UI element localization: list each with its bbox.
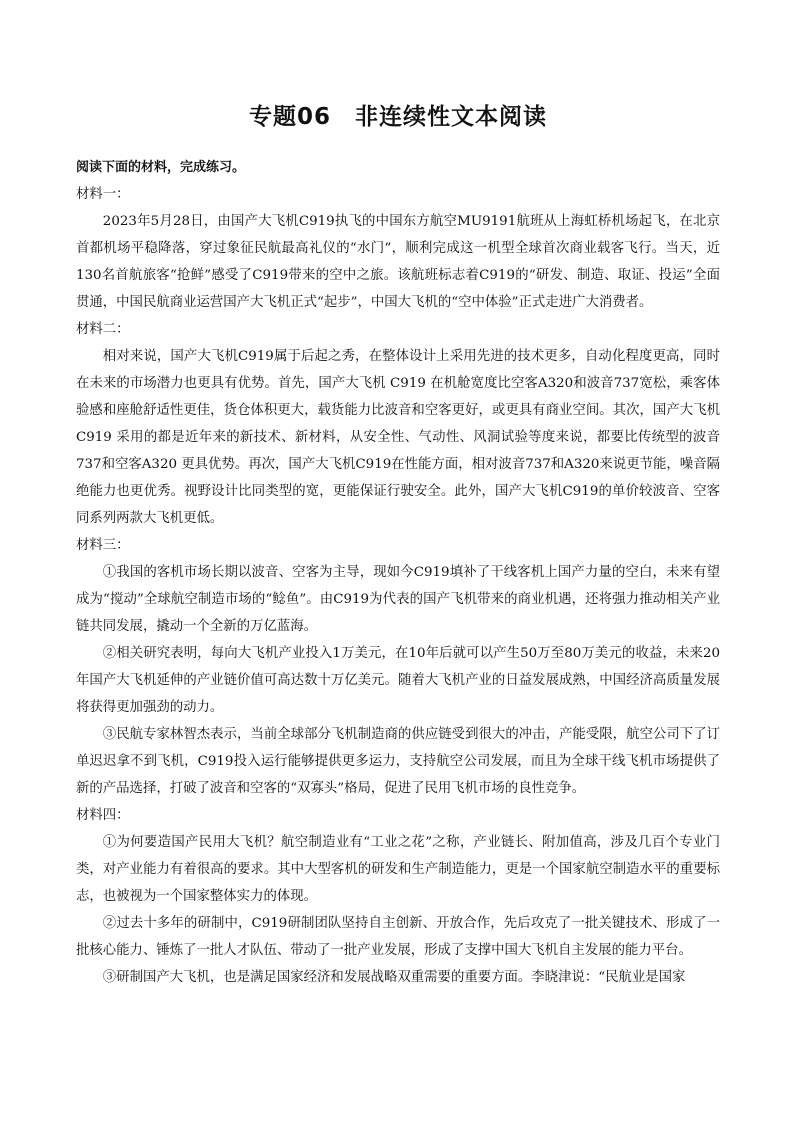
material-3-paragraph-1: ①我国的客机市场长期以波音、空客为主导，现如今C919填补了干线客机上国产力量的空白，未来有望成为“搅动”全球航空制造市场的“鲶鱼”。由C919为代表的国产飞机带来的商业机遇，还将强力推动相关产业链共同发展，撬动一个全新的万亿蓝海。	[76, 565, 720, 634]
page-title: 专题06 非连续性文本阅读	[248, 104, 547, 130]
material-4-paragraph-2: ②过去十多年的研制中，C919研制团队坚持自主创新、开放合作，先后攻克了一批关键技术、形成了一批核心能力、锤炼了一批人才队伍、带动了一批产业发展，形成了支撑中国大飞机自主发展的能力平台。	[76, 916, 720, 958]
material-2-label: 材料二：	[76, 322, 130, 337]
material-2-paragraph-1: 相对来说，国产大飞机C919属于后起之秀，在整体设计上采用先进的技术更多，自动化程度更高，同时在未来的市场潜力也更具有优势。首先，国产大飞机 C919 在机舱宽度比空客A320和波音737宽松，乘客体验感和座舱舒适性更佳，货仓体积更大，载货能力比波音和空客更好，或更具有商业空间。其次，国产大飞机 C919 采用的都是近年来的新技术、新材料，从安全性、气动性、风洞试验等度来说，都要比传统型的波音737和空客A320 更具优势。再次，国产大飞机C919在性能方面，相对波音737和A320来说更节能，噪音隔绝能力也更优秀。视野设计比同类型的宽，更能保证行驶安全。此外，国产大飞机C919的单价较波音、空客同系列两款大飞机更低。	[76, 349, 720, 526]
material-3-paragraph-3: ③民航专家林智杰表示，当前全球部分飞机制造商的供应链受到很大的冲击，产能受限，航空公司下了订单迟迟拿不到飞机，C919投入运行能够提供更多运力，支持航空公司发展，而且为全球干线飞机市场提供了新的产品选择，打破了波音和空客的“双寡头”格局，促进了民用飞机市场的良性竞争。	[76, 727, 720, 796]
material-4-paragraph-1: ①为何要造国产民用大飞机？航空制造业有“工业之花”之称，产业链长、附加值高，涉及几百个专业门类，对产业能力有着很高的要求。其中大型客机的研发和生产制造能力，更是一个国家航空制造水平的重要标志，也被视为一个国家整体实力的体现。	[76, 835, 720, 904]
material-1-paragraph-1: 2023年5月28日，由国产大飞机C919执飞的中国东方航空MU9191航班从上海虹桥机场起飞，在北京首都机场平稳降落，穿过象征民航最高礼仪的“水门”，顺利完成这一机型全球首次商业载客飞行。当天，近130名首航旅客“抢鲜”感受了C919带来的空中之旅。该航班标志着C919的“研发、制造、取证、投运”全面贯通，中国民航商业运营国产大飞机正式“起步”，中国大飞机的“空中体验”正式走进广大消费者。	[76, 214, 720, 310]
material-4-label: 材料四：	[76, 808, 130, 823]
material-4-paragraph-3: ③研制国产大飞机，也是满足国家经济和发展战略双重需要的重要方面。李晓津说：“民航业是国家	[102, 970, 686, 985]
material-1-label: 材料一：	[76, 187, 130, 202]
instruction-text: 阅读下面的材料，完成练习。	[76, 160, 246, 175]
material-3-label: 材料三：	[76, 538, 130, 553]
material-3-paragraph-2: ②相关研究表明，每向大飞机产业投入1万美元，在10年后就可以产生50万至80万美元的收益，未来20年国产大飞机延伸的产业链价值可高达数十万亿美元。随着大飞机产业的日益发展成熟，中国经济高质量发展将获得更加强劲的动力。	[76, 646, 720, 715]
